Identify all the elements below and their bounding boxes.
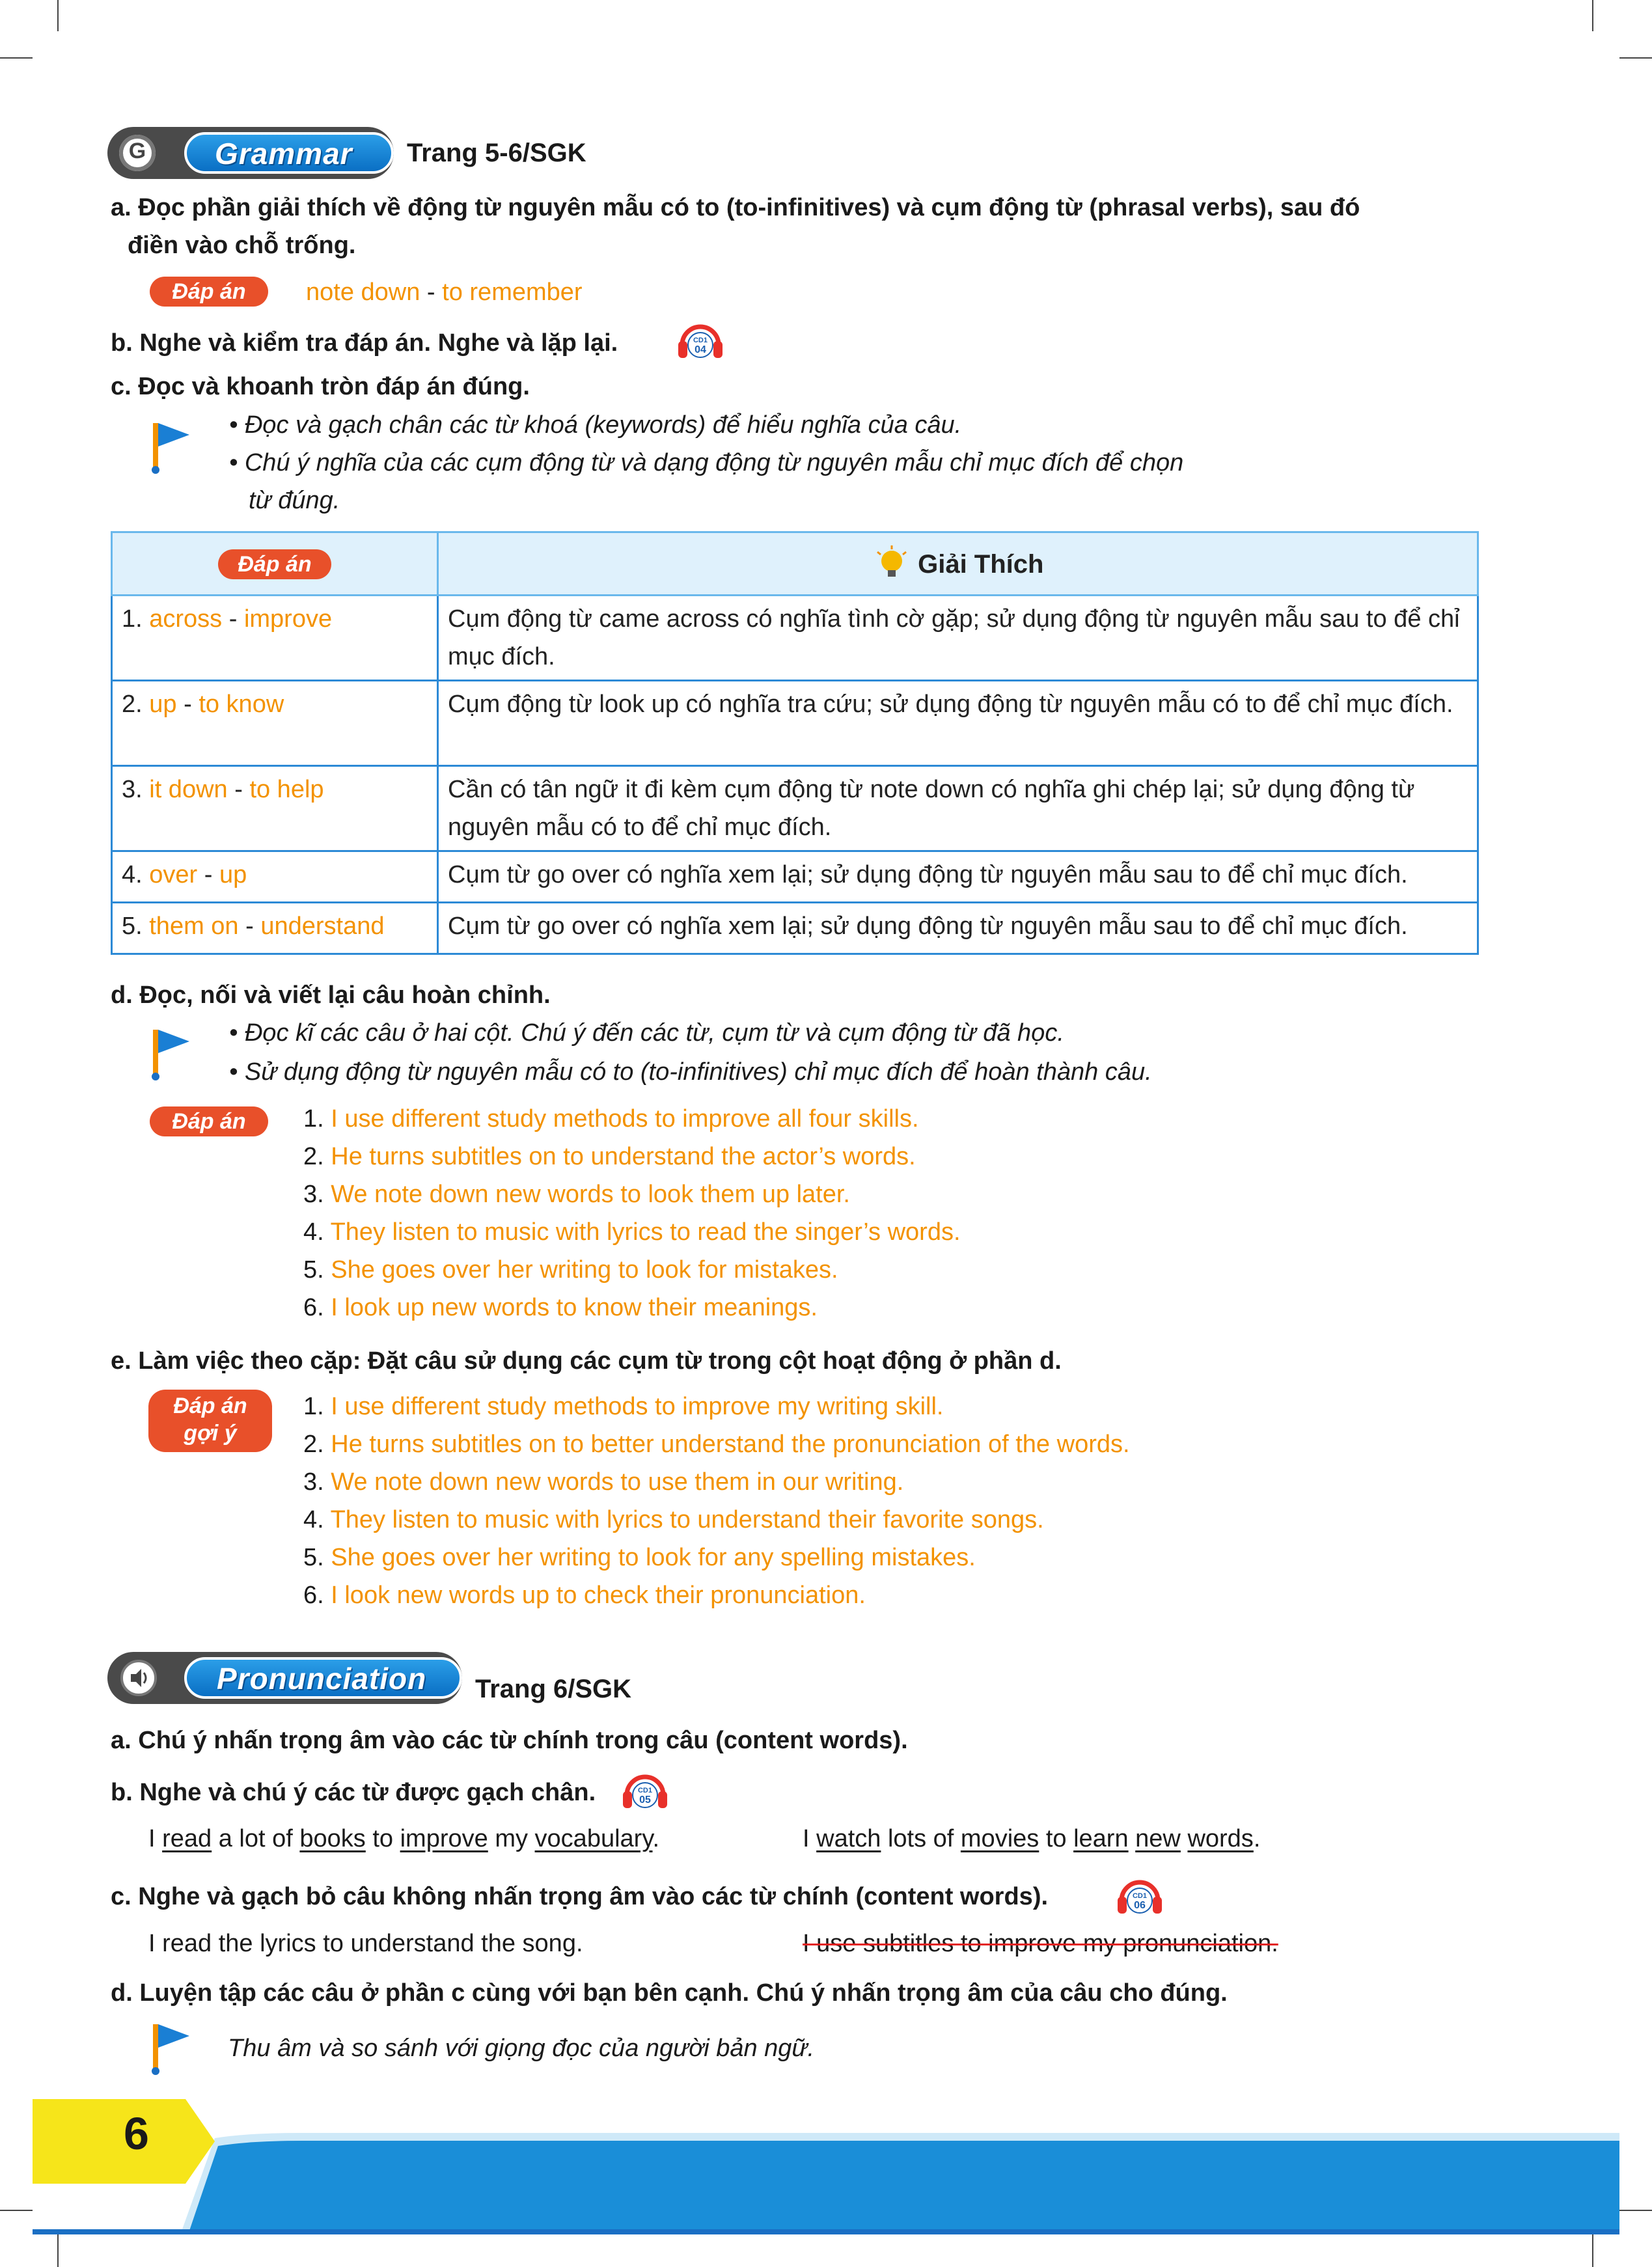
flag-icon (146, 1023, 192, 1082)
crop-mark (0, 57, 33, 59)
table-row (112, 766, 1478, 851)
grammar-page-ref: Trang 5-6/SGK (407, 139, 586, 167)
grammar-d-tip-2: • Sử dụng động từ nguyên mẫu có to (to-infinitives) chỉ mục đích để hoàn thành câu. (229, 1058, 1152, 1086)
table-answer-cell: 5. them on - understand (112, 903, 438, 954)
badge-line: Đáp án (173, 1394, 247, 1418)
audio-track-number: 04 (695, 344, 706, 355)
pronunciation-a-question: a. Chú ý nhấn trọng âm vào các từ chính trong câu (content words). (111, 1727, 908, 1754)
pronunciation-d-question: d. Luyện tập các câu ở phần c cùng với bạn bên cạnh. Chú ý nhấn trọng âm của câu cho đúng. (111, 1979, 1228, 2007)
table-header-answer-cell (112, 532, 438, 596)
list-item: 5. She goes over her writing to look for any spelling mistakes. (303, 1544, 976, 1571)
audio-track-number: 06 (1134, 1900, 1146, 1911)
crop-mark (57, 0, 59, 31)
pronunciation-section-header (107, 1652, 472, 1704)
page-number: 6 (124, 2108, 149, 2159)
grammar-e-question: e. Làm việc theo cặp: Đặt câu sử dụng các cụm từ trong cột hoạt động ở phần d. (111, 1347, 1062, 1375)
grammar-c-tip-2-line1: • Chú ý nghĩa của các cụm động từ và dạng động từ nguyên mẫu chỉ mục đích để chọn (229, 449, 1184, 476)
audio-track-label: CD1 (637, 1787, 653, 1794)
flag-icon (146, 417, 192, 475)
crop-mark (1592, 0, 1593, 31)
pronunciation-page-ref: Trang 6/SGK (475, 1675, 632, 1703)
table-explain-cell: Cụm động từ look up có nghĩa tra cứu; sử dụng động từ nguyên mẫu có to để chỉ mục đích. (438, 681, 1478, 766)
grammar-c-tip-1: • Đọc và gạch chân các từ khoá (keywords) để hiểu nghĩa của câu. (229, 411, 962, 439)
table-explain-cell: Cụm động từ came across có nghĩa tình cờ gặp; sử dụng động từ nguyên mẫu sau to để chỉ mục đích. (438, 596, 1478, 681)
table-row (112, 851, 1478, 903)
table-row (112, 596, 1478, 681)
grammar-title: Grammar (215, 137, 353, 171)
table-answer-cell: 1. across - improve (112, 596, 438, 681)
pronunciation-title: Pronunciation (217, 1662, 427, 1696)
table-explain-cell: Cụm từ go over có nghĩa xem lại; sử dụng động từ nguyên mẫu sau to để chỉ mục đích. (438, 851, 1478, 903)
audio-track-label: CD1 (693, 337, 708, 344)
answer-separator: - (420, 279, 443, 306)
pronunciation-c-question: c. Nghe và gạch bỏ câu không nhấn trọng âm vào các từ chính (content words). (111, 1883, 1049, 1910)
table-answer-cell: 3. it down - to help (112, 766, 438, 851)
badge-line: gợi ý (184, 1421, 237, 1446)
speaker-icon (120, 1660, 157, 1696)
explain-header-label: Giải Thích (918, 549, 1044, 579)
list-item: 2. He turns subtitles on to better understand the pronunciation of the words. (303, 1431, 1130, 1458)
footer-band (0, 2099, 1652, 2267)
grammar-d-question: d. Đọc, nối và viết lại câu hoàn chỉnh. (111, 982, 551, 1009)
list-item: 4. They listen to music with lyrics to understand their favorite songs. (303, 1506, 1044, 1533)
grammar-a-question-line1: a. Đọc phần giải thích về động từ nguyên mẫu có to (to-infinitives) và cụm động từ (phrasal verbs), sau đó (111, 194, 1360, 221)
grammar-a-question-line2: điền vào chỗ trống. (128, 232, 356, 259)
answer-table (111, 531, 1479, 955)
grammar-a-answer (306, 273, 583, 311)
table-answer-cell: 2. up - to know (112, 681, 438, 766)
answer-badge: Đáp án (150, 1106, 268, 1136)
list-item: 3. We note down new words to use them in our writing. (303, 1468, 904, 1496)
grammar-b-question: b. Nghe và kiểm tra đáp án. Nghe và lặp lại. (111, 329, 618, 357)
answer-badge: Đáp án (218, 549, 331, 579)
grammar-section-header (107, 127, 400, 179)
headphones-icon[interactable] (622, 1769, 668, 1811)
list-item: 1. I use different study methods to improve my writing skill. (303, 1393, 944, 1420)
table-answer-cell: 4. over - up (112, 851, 438, 903)
table-row (112, 681, 1478, 766)
table-explain-cell: Cần có tân ngữ it đi kèm cụm động từ note down có nghĩa ghi chép lại; sử dụng động từ nguyên mẫu có to để chỉ mục đích. (438, 766, 1478, 851)
grammar-d-tip-1: • Đọc kĩ các câu ở hai cột. Chú ý đến các từ, cụm từ và cụm động từ đã học. (229, 1019, 1064, 1047)
list-item: 6. I look new words up to check their pronunciation. (303, 1582, 866, 1609)
list-item: 6. I look up new words to know their meanings. (303, 1294, 818, 1321)
grammar-c-question: c. Đọc và khoanh tròn đáp án đúng. (111, 373, 530, 400)
headphones-icon[interactable] (1116, 1875, 1163, 1916)
list-item: 3. We note down new words to look them up later. (303, 1181, 850, 1208)
answer-text: note down (306, 279, 420, 306)
table-header-row (112, 532, 1478, 596)
table-explain-cell: Cụm từ go over có nghĩa xem lại; sử dụng động từ nguyên mẫu sau to để chỉ mục đích. (438, 903, 1478, 954)
audio-track-label: CD1 (1132, 1892, 1148, 1900)
list-item: 5. She goes over her writing to look for mistakes. (303, 1256, 838, 1284)
pronunciation-b-sentence-2: I watch lots of movies to learn new words. (803, 1825, 1261, 1852)
suggested-answer-badge (148, 1390, 272, 1452)
list-item: 4. They listen to music with lyrics to read the singer’s words. (303, 1218, 961, 1246)
lightbulb-icon (872, 544, 911, 583)
flag-icon (146, 2018, 192, 2076)
gear-icon: G (119, 135, 156, 171)
answer-badge: Đáp án (150, 277, 268, 307)
pronunciation-b-question: b. Nghe và chú ý các từ được gạch chân. (111, 1779, 596, 1806)
table-header-explain-cell (438, 532, 1478, 596)
grammar-c-tip-2-line2: từ đúng. (249, 487, 340, 514)
headphones-icon[interactable] (677, 319, 724, 361)
pronunciation-c-sentence-1: I read the lyrics to understand the song. (148, 1930, 583, 1957)
table-row (112, 903, 1478, 954)
crop-mark (1619, 57, 1652, 59)
pronunciation-b-sentence-1: I read a lot of books to improve my vocabulary. (148, 1825, 660, 1852)
answer-text: to remember (442, 279, 583, 306)
pronunciation-d-tip: Thu âm và so sánh với giọng đọc của người bản ngữ. (228, 2035, 815, 2062)
list-item: 2. He turns subtitles on to understand the actor’s words. (303, 1143, 916, 1170)
list-item: 1. I use different study methods to improve all four skills. (303, 1105, 919, 1133)
audio-track-number: 05 (639, 1794, 651, 1806)
pronunciation-c-sentence-2-struck: I use subtitles to improve my pronunciation. (803, 1930, 1278, 1957)
